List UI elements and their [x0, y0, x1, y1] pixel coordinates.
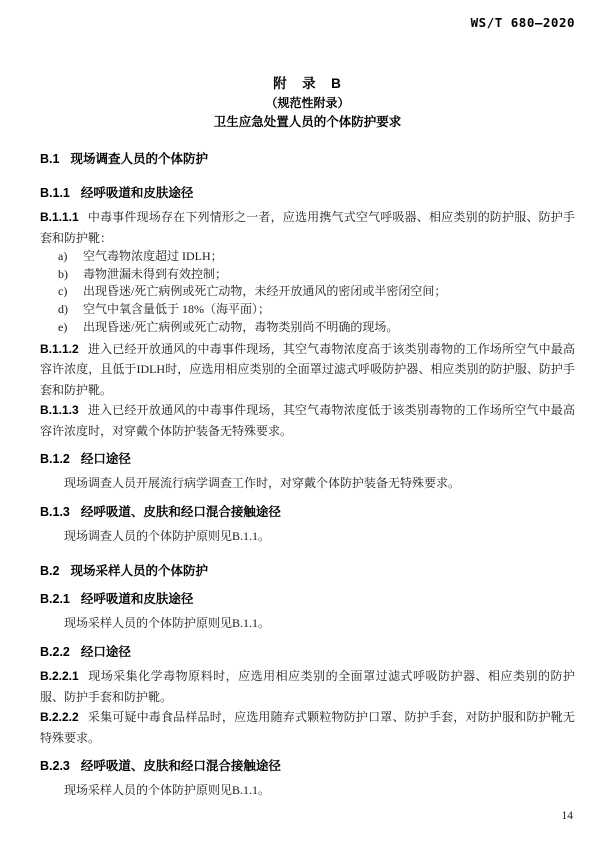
section-heading-b13: [40, 504, 575, 520]
section-heading-b23: [40, 758, 575, 774]
clause-b21-paragraph: 现场采样人员的个体防护原则见B.1.1。: [64, 616, 271, 631]
clause-number: B.1.1.3: [40, 403, 79, 418]
section-number: B.2: [40, 564, 60, 579]
section-number: B.2.3: [40, 759, 70, 774]
document-body: [40, 151, 575, 801]
condition-list: [40, 248, 575, 337]
appendix-type: （规范性附录）: [265, 96, 350, 110]
section-title: 经呼吸道和皮肤途径: [80, 592, 194, 607]
standard-code: WS/T 680—2020: [470, 15, 575, 30]
list-item-text: 出现昏迷/死亡病例或死亡动物，毒物类别尚不明确的现场。: [83, 319, 399, 334]
section-title: 现场采样人员的个体防护: [70, 564, 208, 579]
clause-text: 采集可疑中毒食品样品时，应选用随弃式颗粒物防护口罩、防护手套，对防护服和防护靴无特殊要求。: [40, 710, 575, 745]
clause-number: B.1.1.1: [40, 210, 79, 224]
list-marker: a): [58, 249, 68, 263]
section-heading-b11: [40, 185, 575, 201]
section-number: B.1: [40, 152, 60, 166]
clause-b111: [40, 207, 575, 248]
clause-b23-paragraph: 现场采样人员的个体防护原则见B.1.1。: [64, 783, 271, 798]
section-heading-b12: [40, 451, 575, 467]
clause-b113: [40, 400, 575, 441]
section-title: 经呼吸道、皮肤和经口混合接触途径: [80, 505, 281, 520]
clause-text: 进入已经开放通风的中毒事件现场，其空气毒物浓度高于该类别毒物的工作场所空气中最高容许浓度，且低于IDLH时，应选用相应类别的全面罩过滤式呼吸防护器、相应类别的防护服、防护手套和防护靴。: [40, 341, 575, 397]
list-item-text: 空气中氧含量低于 18%（海平面）；: [83, 302, 270, 317]
list-marker: c): [58, 284, 68, 299]
clause-b222: [40, 707, 575, 748]
list-item-text: 毒物泄漏未得到有效控制；: [83, 266, 228, 281]
clause-b112: [40, 339, 575, 401]
clause-number: B.1.1.2: [40, 341, 79, 356]
clause-text: 进入已经开放通风的中毒事件现场，其空气毒物浓度低于该类别毒物的工作场所空气中最高容许浓度时，对穿戴个体防护装备无特殊要求。: [40, 403, 575, 438]
clause-number: B.2.2.2: [40, 710, 79, 725]
clause-text: 中毒事件现场存在下列情形之一者，应选用携气式空气呼吸器、相应类别的防护服、防护手套和防护靴：: [40, 210, 575, 245]
page-number: 14: [561, 810, 573, 822]
list-marker: b): [58, 266, 68, 281]
list-item: [40, 266, 575, 284]
clause-b12-paragraph: 现场调查人员开展流行病学调查工作时，对穿戴个体防护装备无特殊要求。: [64, 476, 461, 491]
section-number: B.2.2: [40, 645, 70, 660]
clause-b13-paragraph: 现场调查人员的个体防护原则见B.1.1。: [64, 529, 271, 544]
list-item: [40, 301, 575, 319]
section-title: 经口途径: [80, 452, 131, 467]
section-heading-b2: [40, 563, 575, 579]
list-item: [40, 283, 575, 301]
section-heading-b21: [40, 591, 575, 607]
list-item: [40, 248, 575, 266]
section-title: 经呼吸道、皮肤和经口混合接触途径: [80, 759, 281, 774]
list-item-text: 空气毒物浓度超过 IDLH；: [83, 249, 223, 263]
clause-number: B.2.2.1: [40, 669, 79, 684]
list-item-text: 出现昏迷/死亡病例或死亡动物，未经开放通风的密闭或半密闭空间；: [83, 284, 447, 299]
list-item: [40, 319, 575, 337]
section-title: 经呼吸道和皮肤途径: [80, 186, 194, 200]
section-heading-b22: [40, 644, 575, 660]
section-heading-b1: [40, 151, 575, 167]
list-marker: e): [58, 319, 68, 334]
clause-b221: [40, 666, 575, 707]
section-title: 现场调查人员的个体防护: [70, 152, 208, 166]
section-number: B.2.1: [40, 592, 70, 607]
section-number: B.1.3: [40, 505, 70, 520]
appendix-label: 附 录 B: [273, 76, 342, 91]
section-number: B.1.2: [40, 452, 70, 467]
list-marker: d): [58, 302, 68, 317]
section-title: 经口途径: [80, 645, 131, 660]
appendix-subject: 卫生应急处置人员的个体防护要求: [213, 115, 402, 129]
section-number: B.1.1: [40, 186, 70, 200]
clause-text: 现场采集化学毒物原料时，应选用相应类别的全面罩过滤式呼吸防护器、相应类别的防护服、防护手套和防护靴。: [40, 669, 575, 704]
